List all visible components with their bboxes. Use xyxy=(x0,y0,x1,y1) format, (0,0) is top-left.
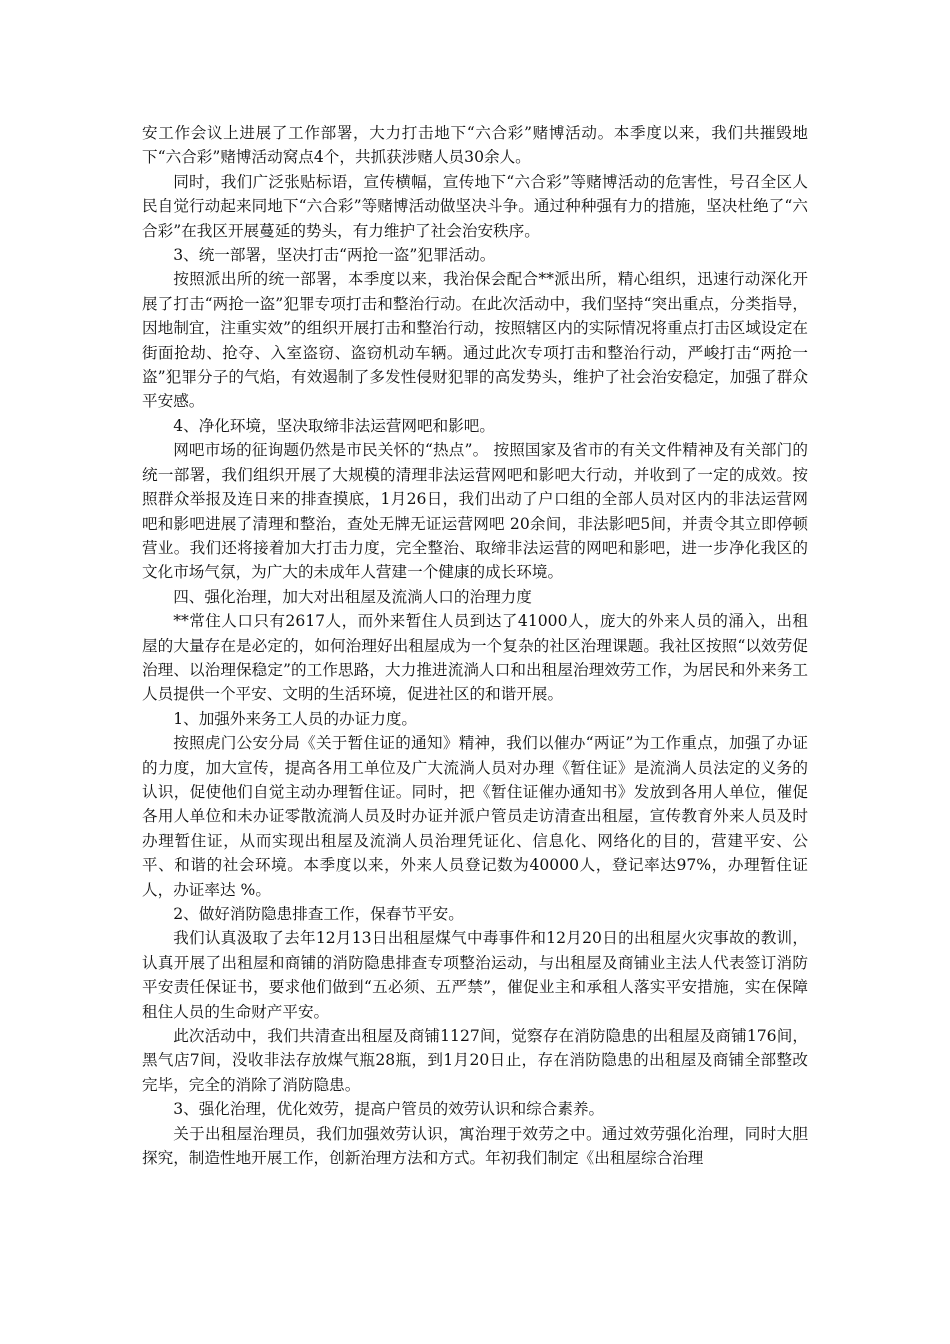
section-heading-2: 2、做好消防隐患排查工作，保春节平安。 xyxy=(173,905,464,923)
section-heading-3: 3、统一部署，坚决打击“两抢一盗”犯罪活动。 xyxy=(173,246,496,265)
chapter-heading-4: 四、强化治理，加大对出租屋及流淌人口的治理力度 xyxy=(173,587,532,606)
section-heading-3b: 3、强化治理，优化效劳，提高户管员的效劳认识和综合素养。 xyxy=(173,1100,605,1119)
paragraph-6: 网吧市场的征询题仍然是市民关怀的“热点”。 按照国家及省市的有关文件精神及有关部门的统一部署，我们组织开展了大规模的清理非法运营网吧和影吧大行动，并收到了一定的成效。按照群众举报及连日来的排查摸底，1月26日，我们出动了户口组的全部人员对区内的非法运营网吧和影吧进展了清理和整治，查处无牌无证运营网吧 20余间，非法影吧5间，并责令其立即停顿营业。我们还将接着加大打击力度，完全整治、取缔非法运营的网吧和影吧，进一步净化我区的文化市场气氛，为广大的未成年人营建一个健康的成长环境。 xyxy=(142,441,808,582)
paragraph-2: 同时，我们广泛张贴标语，宣传横幅，宣传地下“六合彩”等赌博活动的危害性，号召全区人民自觉行动起来同地下“六合彩”等赌博活动做坚决斗争。通过种种强有力的措施，坚决杜绝了“六合彩”在我区开展蔓延的势头，有力维护了社会治安秩序。 xyxy=(142,172,808,240)
paragraph-12: 我们认真汲取了去年12月13日出租屋煤气中毒事件和12月20日的出租屋火灾事故的教训，认真开展了出租屋和商铺的消防隐患排查专项整治运动，与出租屋及商铺业主法人代表签订消防平安责任保证书，要求他们做到“五必须、五严禁”，催促业主和承租人落实平安措施，实在保障租住人员的生命财产平安。 xyxy=(142,929,808,1021)
section-heading-4: 4、净化环境，坚决取缔非法运营网吧和影吧。 xyxy=(173,416,495,435)
paragraph-10: 按照虎门公安分局《关于暂住证的通知》精神，我们以催办“两证”为工作重点，加强了办证的力度，加大宣传，提高各用工单位及广大流淌人员对办理《暂住证》是流淌人员法定的义务的认识，促使他们自觉主动办理暂住证。同时，把《暂住证催办通知书》发放到各用人单位，催促各用人单位和未办证零散流淌人员及时办证并派户管员走访清查出租屋，宣传教育外来人员及时办理暂住证，从而实现出租屋及流淌人员治理凭证化、信息化、网络化的目的，营建平安、公平、和谐的社会环境。本季度以来，外来人员登记数为40000人，登记率达97%，办理暂住证 人，办证率达 %。 xyxy=(142,734,808,899)
document-body xyxy=(142,121,808,1170)
paragraph-4: 按照派出所的统一部署，本季度以来，我治保会配合**派出所，精心组织，迅速行动深化开展了打击“两抢一盗”犯罪专项打击和整治行动。在此次活动中，我们坚持“突出重点，分类指导，因地制宜，注重实效”的组织开展打击和整治行动，按照辖区内的实际情况将重点打击区域设定在街面抢劫、抢夺、入室盗窃、盗窃机动车辆。通过此次专项打击和整治行动，严峻打击“两抢一盗”犯罪分子的气焰，有效遏制了多发性侵财犯罪的高发势头，维护了社会治安稳定，加强了群众平安感。 xyxy=(142,270,808,411)
paragraph-13: 此次活动中，我们共清查出租屋及商铺1127间，觉察存在消防隐患的出租屋及商铺176间，黑气店7间，没收非法存放煤气瓶28瓶，到1月20日止，存在消防隐患的出租屋及商铺全部整改完毕，完全的消除了消防隐患。 xyxy=(142,1027,808,1094)
paragraph-1: 安工作会议上进展了工作部署，大力打击地下“六合彩”赌博活动。本季度以来，我们共摧毁地下“六合彩”赌博活动窝点4个，共抓获涉赌人员30余人。 xyxy=(142,124,808,167)
section-heading-1: 1、加强外来务工人员的办证力度。 xyxy=(173,709,418,728)
paragraph-15: 关于出租屋治理员，我们加强效劳认识，寓治理于效劳之中。通过效劳强化治理，同时大胆探究，制造性地开展工作，创新治理方法和方式。年初我们制定《出租屋综合治理 xyxy=(142,1124,808,1168)
paragraph-8: **常住人口只有2617人，而外来暂住人员到达了41000人，庞大的外来人员的涌入，出租屋的大量存在是必定的，如何治理好出租屋成为一个复杂的社区治理课题。我社区按照“以效劳促治理、以治理保稳定”的工作思路，大力推进流淌人口和出租屋治理效劳工作，为居民和外来务工人员提供一个平安、文明的生活环境，促进社区的和谐开展。 xyxy=(142,612,808,704)
